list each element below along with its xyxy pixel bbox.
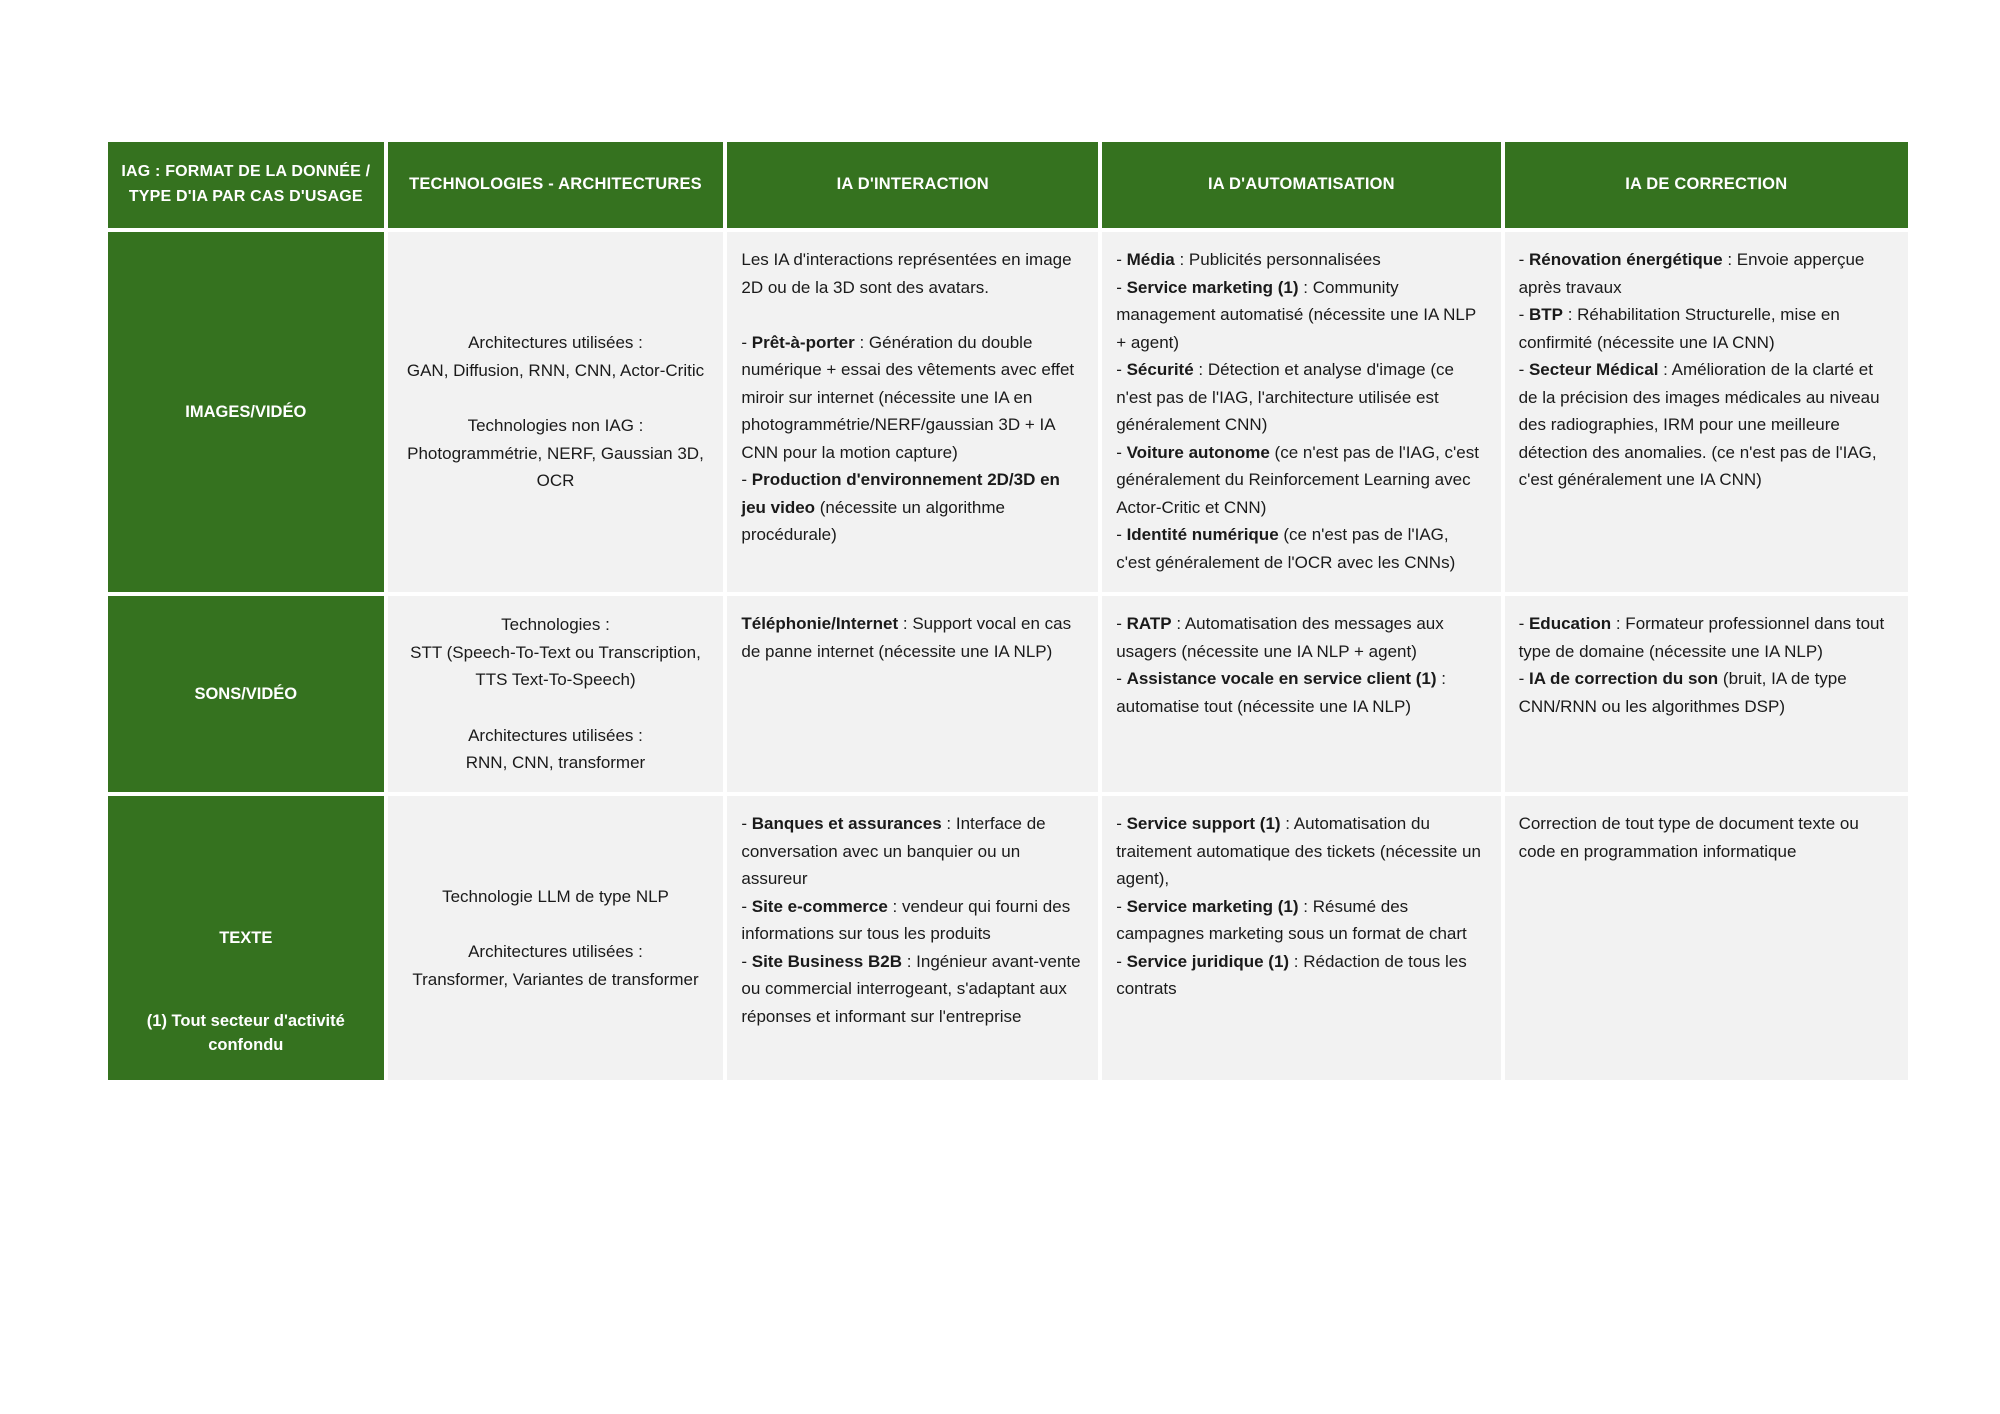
item-detail: : automatise tout (nécessite une IA NLP) — [1116, 669, 1446, 716]
row-label-texte — [108, 796, 384, 1080]
tech-block2-line1: Architectures utilisées : — [468, 942, 643, 961]
item-bullet: - — [1116, 614, 1127, 633]
tech-block2-line2: RNN, CNN, transformer — [465, 753, 646, 773]
row-label-text: SONS/VIDÉO — [194, 684, 298, 703]
item-detail: : Ingénieur avant-vente ou commercial interrogeant, s'adaptant aux réponses et informant sur l'entreprise — [741, 951, 1081, 1026]
cell-automatisation-texte — [1102, 796, 1500, 1080]
item-detail: : Publicités personnalisées — [1174, 250, 1381, 269]
item-detail: : Automatisation des messages aux usagers (nécessite une IA NLP + agent) — [1116, 614, 1444, 661]
header-corner-line-1: IAG : FORMAT DE LA DONNÉE / — [121, 163, 371, 181]
item-term: Secteur Médical — [1528, 360, 1659, 380]
item-term: RATP — [1126, 614, 1172, 633]
row-label-text: TEXTE — [219, 928, 273, 947]
item-bullet: - — [1116, 442, 1127, 462]
item-bullet: - — [1116, 669, 1127, 689]
interaction-item — [741, 893, 1084, 948]
item-detail: : Résumé des campagnes marketing sous un format de chart — [1116, 896, 1467, 944]
cell-interaction-images — [727, 232, 1098, 592]
tech-block2-line2: Photogrammétrie, NERF, Gaussian 3D, OCR — [407, 443, 704, 491]
item-term: Production d'environnement 2D/3D en jeu video — [741, 470, 1060, 517]
item-term: Média — [1126, 250, 1175, 269]
item-detail: : Formateur professionnel dans tout type de domaine (nécessite une IA NLP) — [1518, 614, 1885, 661]
item-detail: : Community management automatisé (nécessite une IA NLP + agent) — [1116, 277, 1476, 352]
item-term: Service marketing (1) — [1126, 277, 1299, 297]
item-term: Site e-commerce — [751, 896, 888, 916]
tech-block1-line2: STT (Speech-To-Text ou Transcription, TTS Text-To-Speech) — [410, 642, 701, 690]
cell-technologies-images — [388, 232, 724, 592]
header-corner-line-2: TYPE D'IA PAR CAS D'USAGE — [128, 188, 363, 205]
tech-block1-line1: Technologie LLM de type NLP — [442, 886, 669, 906]
item-detail: : Amélioration de la clarté et de la précision des images médicales au niveau des radiographies, IRM pour une meilleure détection des anomalies. (ce n'est pas de l'IAG, c'est généralement une IA CNN) — [1518, 360, 1880, 490]
item-term: Service marketing (1) — [1126, 896, 1299, 916]
tech-block1-line2: GAN, Diffusion, RNN, CNN, Actor-Critic — [406, 360, 705, 380]
item-detail: (ce n'est pas de l'IAG, c'est généralement de l'OCR avec les CNNs) — [1116, 525, 1456, 572]
item-detail: : Automatisation du traitement automatique des tickets (nécessite un agent), — [1116, 814, 1481, 889]
cell-interaction-texte — [727, 796, 1098, 1080]
item-detail: : Détection et analyse d'image (ce n'est pas de l'IAG, l'architecture utilisée est généralement CNN) — [1116, 360, 1454, 435]
table-row — [108, 796, 1908, 1080]
item-term: Identité numérique — [1126, 525, 1279, 545]
item-detail: : Envoie apperçue après travaux — [1518, 250, 1865, 297]
interaction-item — [741, 948, 1084, 1031]
automatisation-item — [1116, 246, 1486, 274]
item-term: Voiture autonome — [1126, 442, 1270, 462]
item-bullet: - — [1116, 360, 1127, 380]
column-header-technologies-architectures: TECHNOLOGIES - ARCHITECTURES — [388, 142, 724, 228]
footnote-text: (1) Tout secteur d'activité confondu — [146, 1011, 345, 1055]
automatisation-item — [1116, 948, 1486, 1003]
header-row — [108, 142, 1908, 228]
automatisation-item — [1116, 610, 1486, 665]
item-detail: : Génération du double numérique + essai des vêtements avec effet miroir sur internet (nécessite une IA en photogrammétrie/NERF/gaussian 3D + IA CNN pour la motion capture) — [741, 332, 1075, 462]
row-label-text: IMAGES/VIDÉO — [185, 402, 307, 421]
table-row — [108, 232, 1908, 592]
iag-usecase-matrix-table — [104, 138, 1912, 1084]
interaction-intro: Les IA d'interactions représentées en image 2D ou de la 3D sont des avatars. — [741, 250, 1072, 297]
correction-item — [1519, 356, 1894, 494]
automatisation-item — [1116, 356, 1486, 439]
item-detail: (ce n'est pas de l'IAG, c'est généralement du Reinforcement Learning avec Actor-Critic et CNN) — [1116, 442, 1479, 517]
automatisation-item — [1116, 665, 1486, 720]
correction-item — [1519, 665, 1894, 720]
tech-block2-line1: Architectures utilisées : — [468, 725, 643, 745]
automatisation-item — [1116, 893, 1486, 948]
item-term: Education — [1528, 614, 1612, 633]
table-body — [108, 232, 1908, 1080]
row-label-sons-video — [108, 596, 384, 792]
item-bullet: - — [1116, 814, 1127, 833]
tech-block2-line2: Transformer, Variantes de transformer — [412, 969, 699, 989]
item-bullet: - — [741, 332, 752, 352]
column-header-ia-automatisation: IA D'AUTOMATISATION — [1102, 142, 1500, 228]
item-bullet: - — [1518, 360, 1529, 380]
item-detail: (nécessite un algorithme procédurale) — [741, 497, 1005, 545]
automatisation-item — [1116, 810, 1486, 893]
item-bullet: - — [1518, 669, 1529, 689]
tech-block1-line1: Architectures utilisées : — [468, 333, 643, 353]
column-header-ia-interaction: IA D'INTERACTION — [727, 142, 1098, 228]
cell-correction-sons — [1505, 596, 1908, 792]
cell-correction-texte — [1505, 796, 1908, 1080]
table-container — [104, 138, 1912, 1084]
item-bullet: - — [1116, 951, 1127, 971]
item-bullet: - — [1116, 277, 1127, 297]
item-term: Service support (1) — [1126, 814, 1281, 833]
column-header-format-donnee — [108, 142, 384, 228]
item-detail: : vendeur qui fourni des informations sur tous les produits — [741, 896, 1071, 944]
item-bullet: - — [1116, 896, 1127, 916]
item-term: Service juridique (1) — [1126, 951, 1290, 971]
item-term: Site Business B2B — [751, 951, 902, 971]
table-row — [108, 596, 1908, 792]
cell-technologies-texte — [388, 796, 724, 1080]
automatisation-item — [1116, 274, 1486, 357]
item-detail: : Rédaction de tous les contrats — [1116, 951, 1467, 999]
item-bullet: - — [741, 470, 752, 490]
item-detail: : Interface de conversation avec un banquier ou un assureur — [741, 814, 1046, 889]
cell-interaction-sons — [727, 596, 1098, 792]
interaction-item — [741, 810, 1084, 893]
item-bullet: - — [1116, 525, 1127, 545]
cell-correction-images — [1505, 232, 1908, 592]
item-bullet: - — [1116, 250, 1127, 269]
item-detail: (bruit, IA de type CNN/RNN ou les algorithmes DSP) — [1518, 669, 1847, 716]
item-term: Sécurité — [1126, 360, 1194, 380]
row-label-images-video — [108, 232, 384, 592]
item-term: Téléphonie/Internet — [741, 614, 899, 633]
item-term: Banques et assurances — [751, 814, 942, 833]
correction-item — [1519, 301, 1894, 356]
automatisation-item — [1116, 521, 1486, 576]
item-bullet: - — [741, 814, 752, 833]
interaction-item — [741, 466, 1084, 549]
item-bullet: - — [741, 951, 752, 971]
item-detail: : Réhabilitation Structurelle, mise en confirmité (nécessite une IA CNN) — [1518, 305, 1840, 352]
correction-item — [1519, 610, 1894, 665]
item-term: Rénovation énergétique — [1528, 250, 1723, 269]
table-header — [108, 142, 1908, 228]
automatisation-item — [1116, 439, 1486, 522]
item-bullet: - — [741, 896, 752, 916]
cell-automatisation-images — [1102, 232, 1500, 592]
cell-technologies-sons — [388, 596, 724, 792]
item-term: BTP — [1528, 305, 1563, 325]
item-term: Assistance vocale en service client (1) — [1126, 669, 1437, 689]
correction-item — [1519, 246, 1894, 301]
cell-automatisation-sons — [1102, 596, 1500, 792]
item-bullet: - — [1518, 250, 1529, 269]
item-detail: : Support vocal en cas de panne internet (nécessite une IA NLP) — [741, 614, 1072, 661]
tech-block2-line1: Technologies non IAG : — [467, 416, 644, 435]
column-header-ia-correction: IA DE CORRECTION — [1505, 142, 1908, 228]
item-term: IA de correction du son — [1528, 669, 1719, 689]
item-bullet: - — [1518, 614, 1529, 633]
correction-plain-text: Correction de tout type de document texte ou code en programmation informatique — [1518, 814, 1859, 861]
interaction-item — [741, 610, 1084, 665]
interaction-item — [741, 329, 1084, 467]
item-bullet: - — [1518, 305, 1529, 325]
item-term: Prêt-à-porter — [751, 332, 855, 352]
tech-block1-line1: Technologies : — [501, 615, 610, 635]
